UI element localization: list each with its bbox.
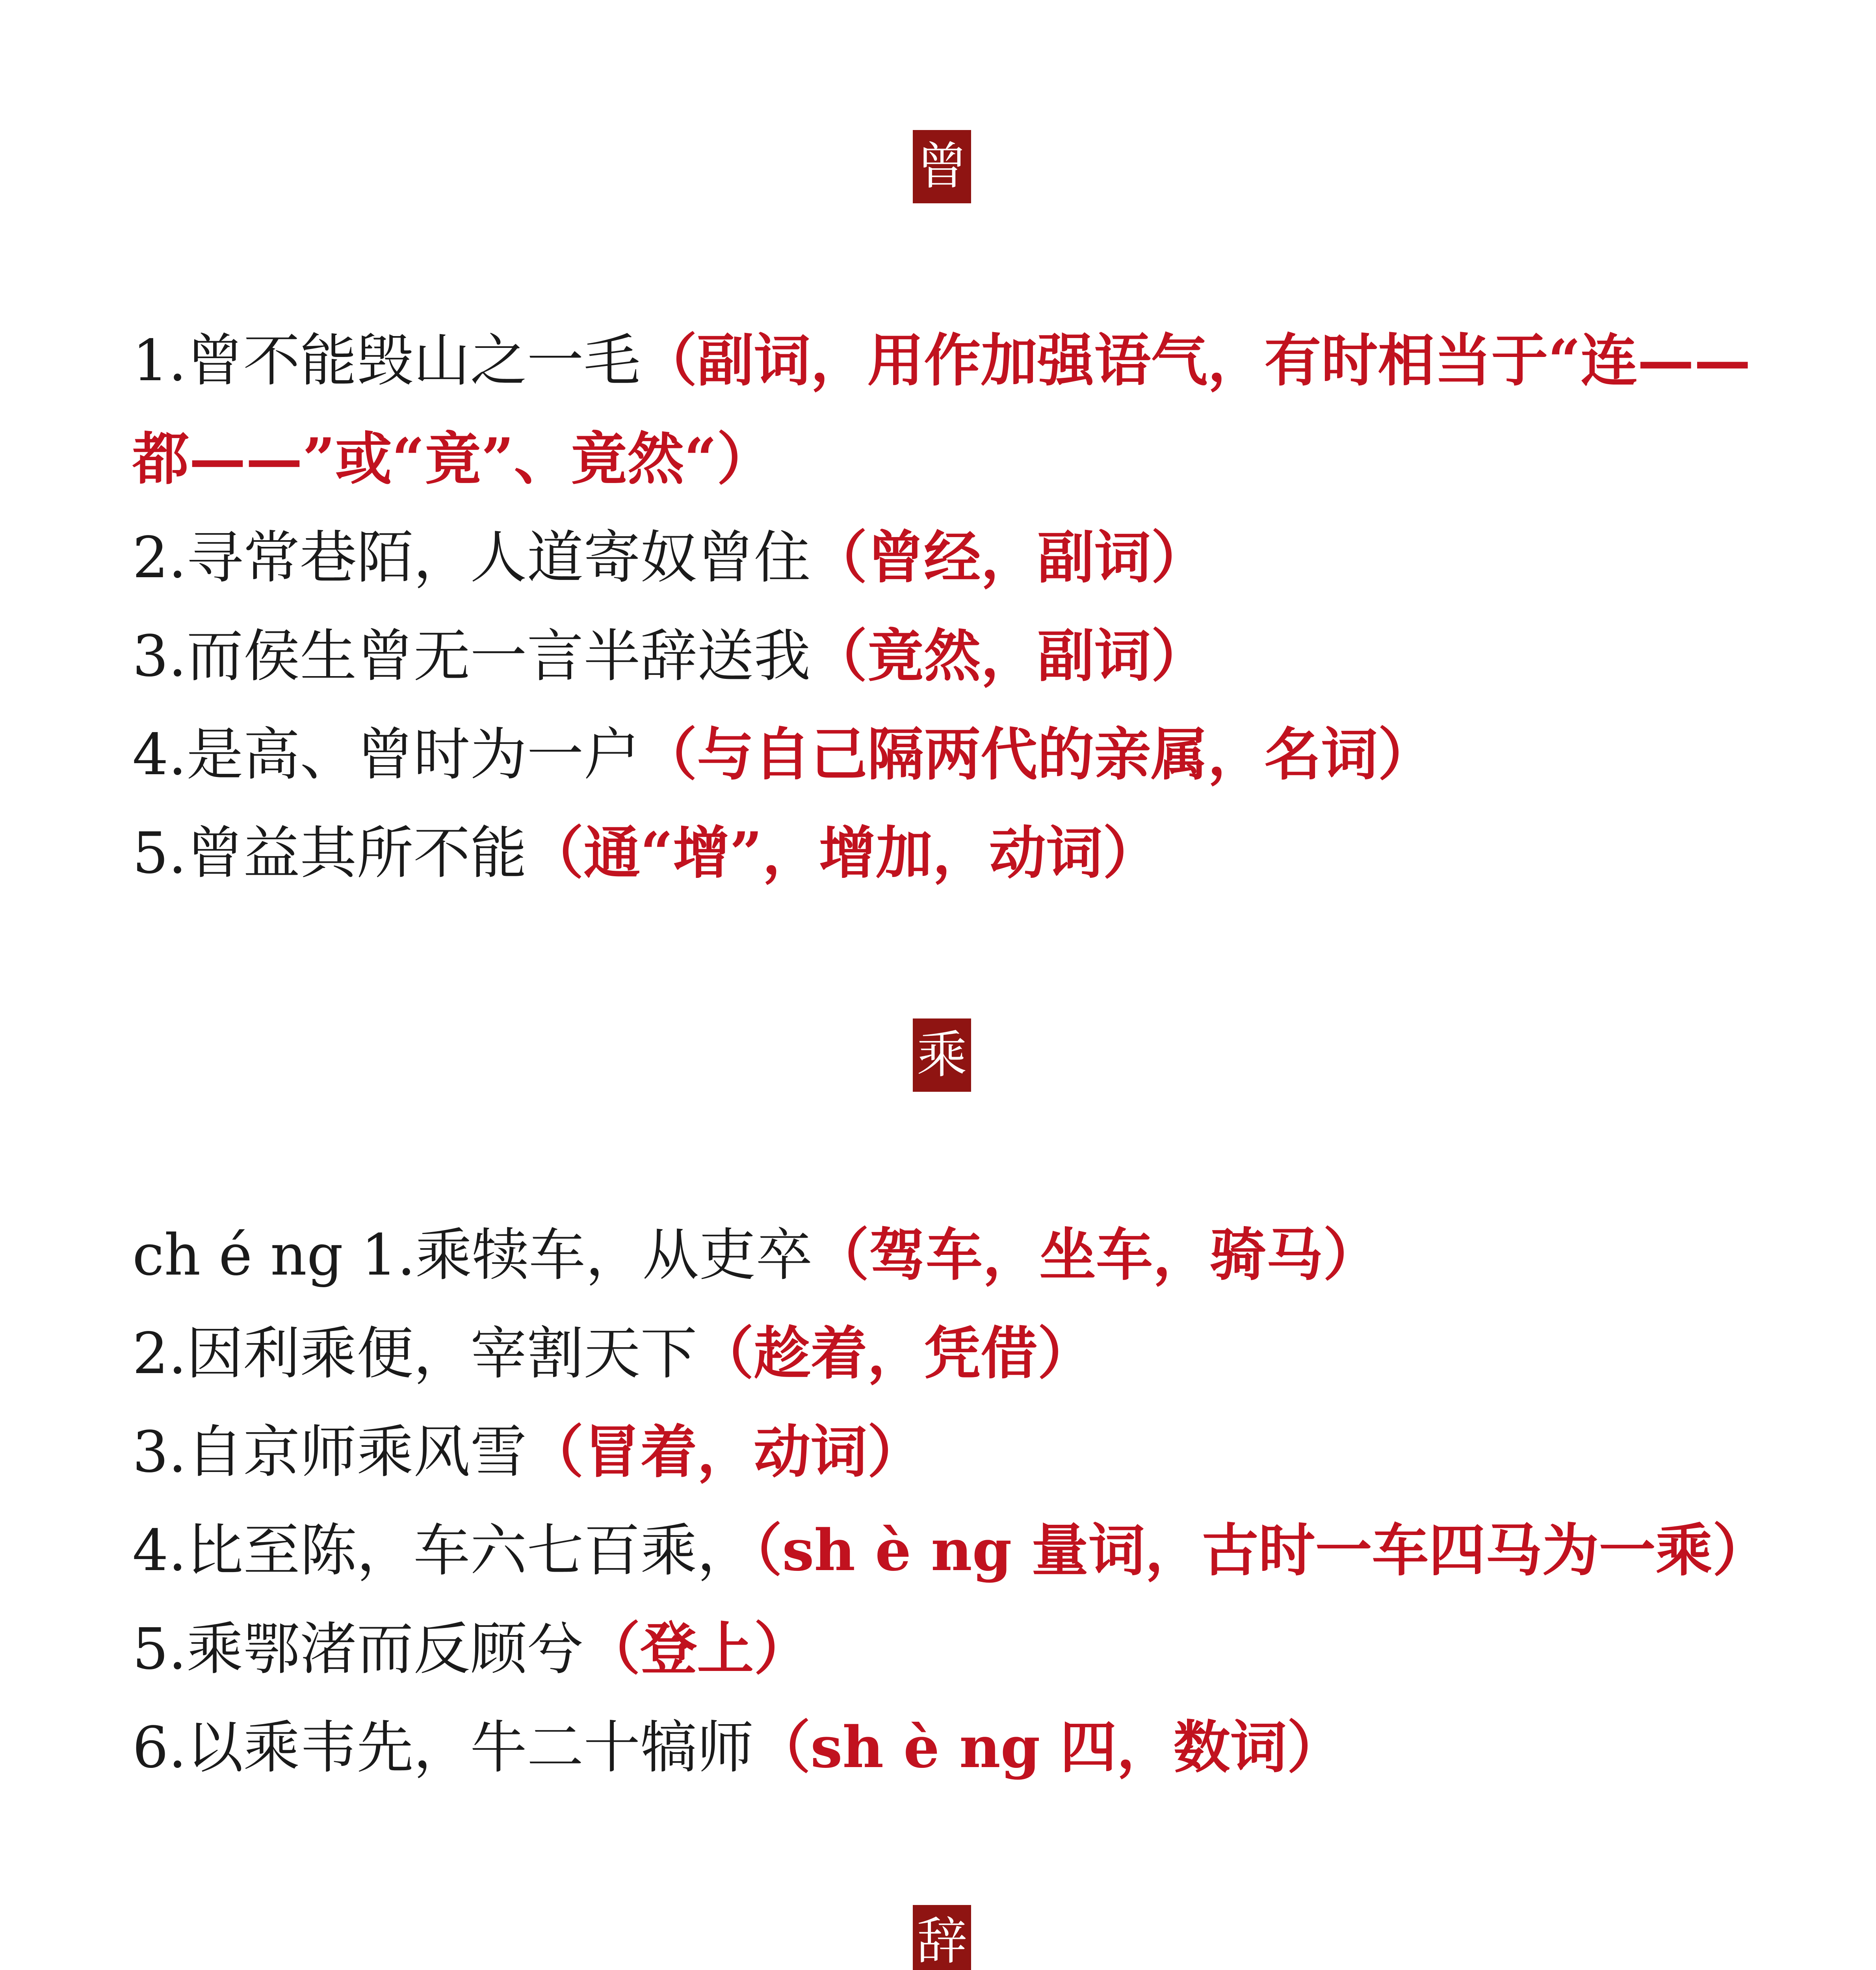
section-heading-cheng: 乘 (913, 1018, 971, 1092)
entry-text: 1.曾不能毁山之一毛 (132, 327, 641, 394)
entry-text: 6.以乘韦先，牛二十犒师 (132, 1714, 754, 1780)
entry-note: （竟然，副词） (810, 623, 1208, 689)
section-heading-ci: 辞 (913, 1905, 971, 1970)
entry (132, 804, 1767, 902)
entry (132, 607, 1767, 705)
entry-note: （趁着，凭借） (697, 1320, 1094, 1386)
entry-note: （与自己隔两代的亲属，名词） (640, 721, 1435, 788)
entry-note: （登上） (583, 1615, 811, 1682)
entry-text: 2.因利乘便，宰割天下 (132, 1320, 697, 1386)
entry (132, 1698, 1767, 1797)
entry (132, 1600, 1767, 1698)
entry (132, 1501, 1767, 1600)
entry-text: 4.是高、曾时为一户 (132, 721, 641, 788)
section-cheng (132, 1206, 1767, 1797)
entry-note: （通“增”，增加，动词） (527, 820, 1160, 886)
entry-note: （sh è ng 四，数词） (754, 1714, 1344, 1780)
entry-text: 5.曾益其所不能 (132, 820, 527, 886)
entry-text: 3.自京师乘风雪 (132, 1419, 527, 1485)
entry (132, 311, 1767, 508)
entry-note: （冒着，动词） (527, 1418, 924, 1485)
entry (132, 1206, 1767, 1304)
entry-text: ch é ng 1.乘犊车，从吏卒 (132, 1222, 813, 1288)
entry-text: 3.而侯生曾无一言半辞送我 (132, 623, 811, 689)
entry (132, 1403, 1767, 1501)
entry-text: 5.乘鄂渚而反顾兮 (132, 1616, 584, 1682)
entry-note: （sh è ng 量词，古时一车四马为一乘） (754, 1517, 1769, 1583)
entry-text: 2.寻常巷陌，人道寄奴曾住 (132, 524, 811, 591)
entry-note: （曾经，副词） (810, 524, 1208, 591)
entry-note: （驾车，坐车，骑马） (812, 1221, 1380, 1288)
entry-note: （副词，用作加强语气，有时相当于“连——都——”或“竟”、竟然“） (132, 327, 1751, 492)
section-ceng (132, 311, 1767, 902)
entry (132, 705, 1767, 804)
entry (132, 1304, 1767, 1403)
entry-text: 4.比至陈，车六七百乘， (132, 1517, 754, 1583)
entry (132, 508, 1767, 607)
section-heading-ceng: 曾 (913, 130, 971, 203)
